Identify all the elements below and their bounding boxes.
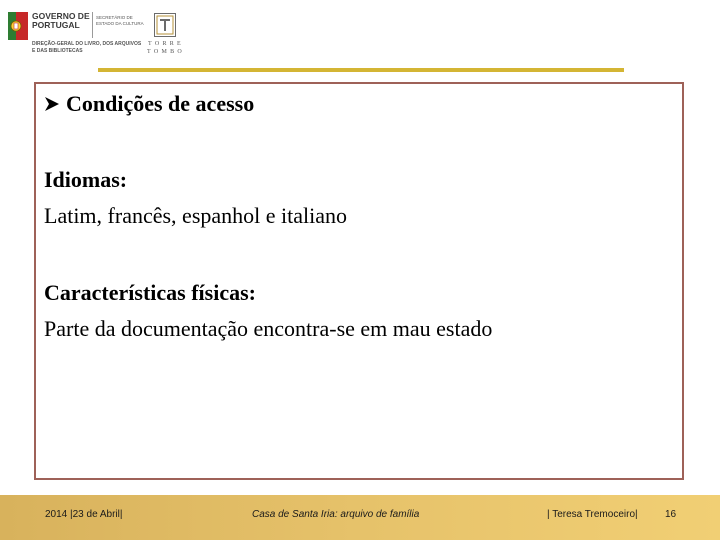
dglab-text: DIREÇÃO-GERAL DO LIVRO, DOS ARQUIVOS E DAS BIBLIOTECAS: [32, 41, 142, 54]
heading-text: Condições de acesso: [66, 91, 255, 116]
governo-de-portugal-logo: [8, 10, 148, 58]
footer-author: | Teresa Tremoceiro|: [547, 509, 638, 520]
torre-tombo-emblem-icon: [154, 13, 176, 37]
physical-characteristics-label: Características físicas:: [44, 280, 256, 305]
footer-title: Casa de Santa Iria: arquivo de família: [252, 509, 420, 520]
footer-date: 2014 |23 de Abril|: [45, 509, 123, 520]
physical-characteristics-value: Parte da documentação encontra-se em mau estado: [44, 316, 493, 341]
torre-tombo-logo: [146, 12, 186, 56]
logo-divider: [92, 12, 93, 38]
slide-header: [0, 0, 720, 70]
footer-page-number: 16: [665, 509, 677, 520]
torre-tombo-text: TORRE TOMBO: [146, 41, 186, 55]
slide-footer: [0, 495, 720, 540]
slide-heading: [44, 91, 254, 117]
gov-title: GOVERNO DE PORTUGAL: [32, 11, 90, 30]
ministry-text: SECRETÁRIO DE ESTADO DA CULTURA: [96, 15, 144, 26]
languages-label: Idiomas:: [44, 167, 128, 192]
portugal-emblem-icon: [8, 12, 28, 40]
languages-value: Latim, francês, espanhol e italiano: [44, 203, 347, 228]
arrow-bullet-icon: [44, 91, 66, 117]
gold-divider: [98, 68, 624, 72]
